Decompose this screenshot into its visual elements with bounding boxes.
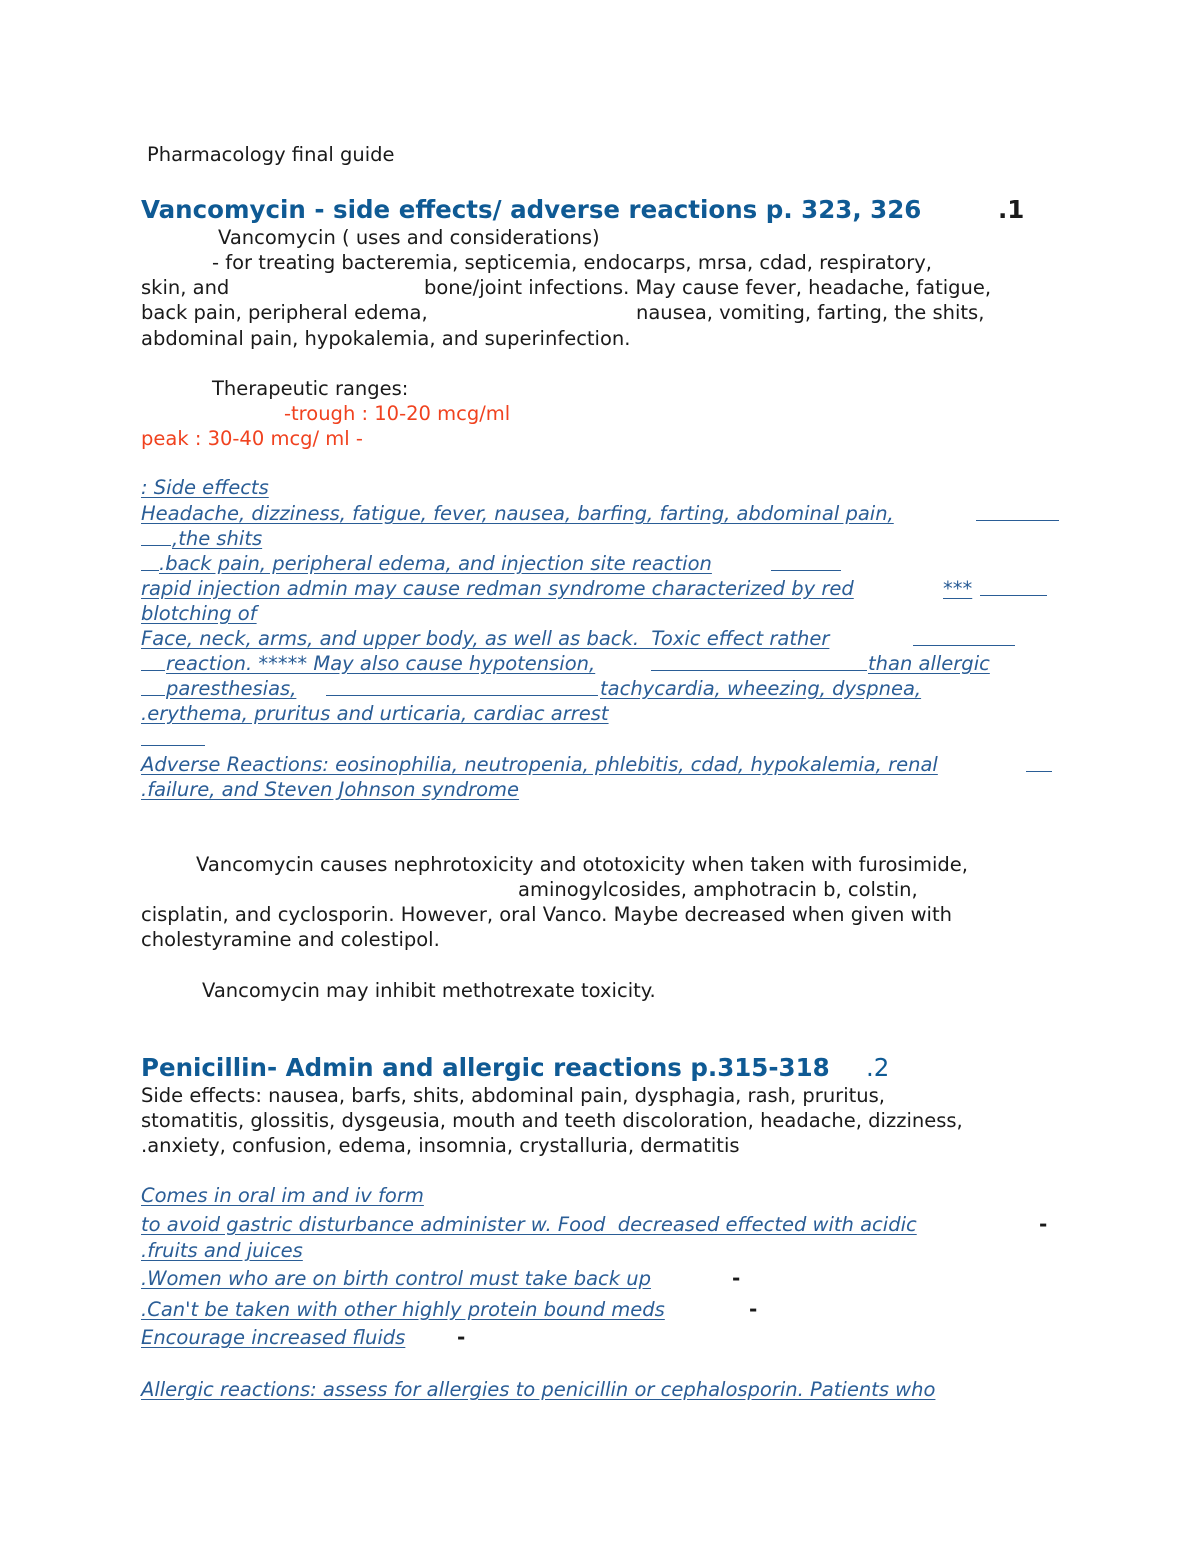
underline-rule (141, 545, 171, 546)
side-effects-line: blotching of (141, 602, 257, 625)
admin-line: .Women who are on birth control must take back up (141, 1267, 651, 1290)
underline-rule (980, 595, 1047, 596)
underline-rule (141, 670, 165, 671)
penicillin-side-effects-line: .anxiety, confusion, edema, insomnia, crystalluria, dermatitis (141, 1134, 740, 1157)
admin-line: .fruits and juices (141, 1239, 303, 1262)
side-effects-marker: *** (943, 577, 973, 600)
bullet-dash: - (749, 1297, 758, 1321)
interaction-line: Vancomycin causes nephrotoxicity and ototoxicity when taken with furosimide, (196, 853, 968, 876)
underline-rule (1026, 771, 1052, 772)
allergic-reactions-line: Allergic reactions: assess for allergies to penicillin or cephalosporin. Patients who (141, 1378, 936, 1401)
underline-rule (141, 695, 165, 696)
admin-line: Comes in oral im and iv form (141, 1184, 424, 1207)
section-1-number: .1 (998, 195, 1025, 224)
underline-rule (976, 520, 1059, 521)
uses-line: back pain, peripheral edema, (141, 301, 428, 324)
penicillin-side-effects-line: stomatitis, glossitis, dysgeusia, mouth and teeth discoloration, headache, dizziness, (141, 1109, 963, 1132)
underline-rule (913, 645, 1015, 646)
methotrexate-note: Vancomycin may inhibit methotrexate toxicity. (202, 979, 656, 1002)
section-2-heading: Penicillin- Admin and allergic reactions p.315-318 (141, 1053, 830, 1082)
side-effects-line: .back pain, peripheral edema, and injection site reaction (159, 552, 712, 575)
side-effects-line: than allergic (868, 652, 990, 675)
side-effects-line: ,the shits (172, 527, 263, 550)
underline-rule (141, 570, 159, 571)
side-effects-line: paresthesias, (166, 677, 297, 700)
side-effects-line: rapid injection admin may cause redman syndrome characterized by red (141, 577, 854, 600)
underline-rule (326, 695, 598, 696)
section-2-number: .2 (866, 1053, 890, 1082)
side-effects-line: : Side effects (141, 476, 269, 499)
admin-line: .Can't be taken with other highly protein bound meds (141, 1298, 665, 1321)
interaction-line: cisplatin, and cyclosporin. However, oral Vanco. Maybe decreased when given with (141, 903, 952, 926)
admin-line: to avoid gastric disturbance administer w. Food decreased effected with acidic (141, 1213, 917, 1236)
side-effects-line: .erythema, pruritus and urticaria, cardiac arrest (141, 702, 609, 725)
section-1-heading: Vancomycin - side effects/ adverse reactions p. 323, 326 (141, 195, 922, 224)
admin-line: Encourage increased fluids (141, 1326, 406, 1349)
interaction-line: aminogylcosides, amphotracin b, colstin, (518, 878, 918, 901)
uses-line: abdominal pain, hypokalemia, and superinfection. (141, 327, 631, 350)
underline-rule (141, 745, 205, 746)
uses-line: - for treating bacteremia, septicemia, endocarps, mrsa, cdad, respiratory, (212, 251, 933, 274)
side-effects-line: reaction. ***** May also cause hypotension, (166, 652, 596, 675)
adverse-reactions-line: .failure, and Steven Johnson syndrome (141, 778, 520, 801)
bullet-dash: - (457, 1325, 466, 1349)
adverse-reactions-line: Adverse Reactions: eosinophilia, neutropenia, phlebitis, cdad, hypokalemia, renal (141, 753, 938, 776)
bullet-dash: - (732, 1266, 741, 1290)
document-title: Pharmacology final guide (147, 143, 395, 166)
uses-line: skin, and (141, 276, 230, 299)
underline-rule (651, 670, 867, 671)
uses-line: bone/joint infections. May cause fever, headache, fatigue, (424, 276, 992, 299)
interaction-line: cholestyramine and colestipol. (141, 928, 440, 951)
trough-range: -trough : 10-20 mcg/ml (284, 402, 511, 425)
side-effects-line: tachycardia, wheezing, dyspnea, (600, 677, 922, 700)
therapeutic-ranges-title: Therapeutic ranges: (212, 377, 409, 400)
underline-rule (771, 570, 841, 571)
uses-title: Vancomycin ( uses and considerations) (218, 226, 600, 249)
bullet-dash: - (1039, 1212, 1048, 1236)
peak-range: peak : 30-40 mcg/ ml - (141, 427, 363, 450)
side-effects-line: Headache, dizziness, fatigue, fever, nausea, barfing, farting, abdominal pain, (141, 502, 894, 525)
side-effects-line: Face, neck, arms, and upper body, as well as back. Toxic effect rather (141, 627, 830, 650)
penicillin-side-effects-line: Side effects: nausea, barfs, shits, abdominal pain, dysphagia, rash, pruritus, (141, 1084, 885, 1107)
uses-line: nausea, vomiting, farting, the shits, (636, 301, 985, 324)
